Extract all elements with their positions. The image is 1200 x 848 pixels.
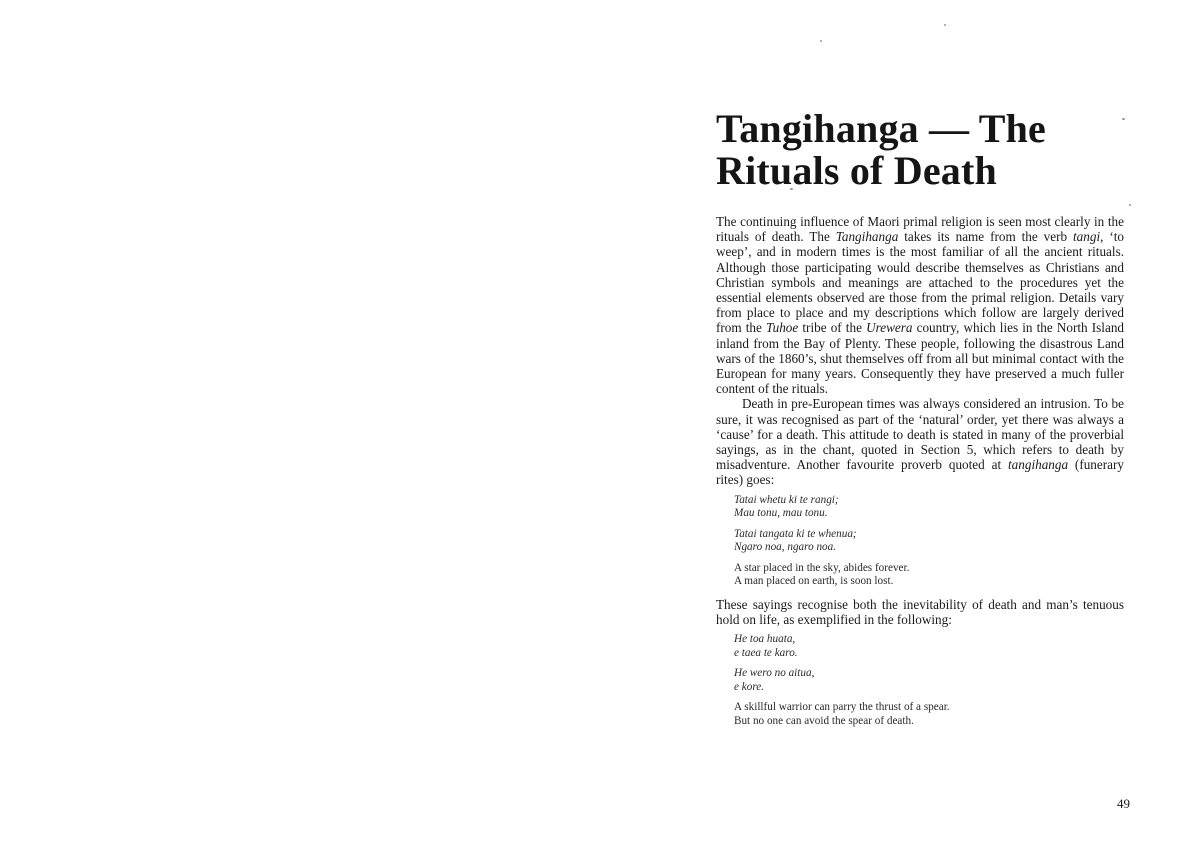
text-run: country, which lies in the North Island inland from the Bay of Plenty. These people, following the disastrous Land wars of the 1860’s, shut themselves off from all but minimal contact with the European for many years. Consequently they have preserved a much fuller content of the rituals. (716, 320, 1125, 397)
verse-line: Ngaro noa, ngaro noa. (734, 541, 837, 554)
page-title (716, 108, 1136, 192)
verse-line: A star placed in the sky, abides forever. (734, 561, 910, 574)
scan-speck (820, 40, 822, 42)
page-number: 49 (1117, 796, 1130, 811)
text-run: The continuing influence of Maori primal religion is seen most clearly in the rituals of death. The (716, 214, 1124, 245)
verse-line: Mau tonu, mau tonu. (734, 507, 828, 520)
english-translation-1 (734, 562, 1124, 589)
english-translation-2 (734, 701, 1124, 728)
text-run: (funerary rites) goes: (716, 457, 1124, 488)
maori-verse-4 (734, 667, 1124, 694)
maori-verse-3 (734, 633, 1124, 660)
maori-verse-1 (734, 494, 1124, 521)
verse-line: Tatai whetu ki te rangi; (734, 493, 839, 506)
paragraph-intro (716, 214, 1124, 396)
paragraph-sayings: These sayings recognise both the inevitability of death and man’s tenuous hold on life, as exemplified in the following: (716, 596, 1124, 627)
verse-line: A skillful warrior can parry the thrust of a spear. (734, 701, 950, 714)
verse-line: e taea te karo. (734, 646, 798, 659)
verse-line: He toa huata, (734, 633, 796, 646)
verse-line: Tatai tangata ki te whenua; (734, 527, 857, 540)
text-run: takes its name from the verb (898, 229, 1074, 245)
article-body (716, 214, 1124, 728)
term-urewera: Urewera (866, 320, 913, 336)
scan-speck (944, 24, 946, 26)
verse-line: A man placed on earth, is soon lost. (734, 575, 894, 588)
term-tangihanga: tangihanga (1008, 457, 1069, 473)
term-tangi: tangi (1073, 229, 1101, 245)
text-run: , ‘to weep’, and in modern times is the most familiar of all the ancient rituals. Although those participating would describe themselves as Christians and Christian symbols and meanings are attached to the procedures yet the essential elements observed are those from the primal religion. Details vary from place to place and my descriptions which follow are largely derived from the (716, 229, 1124, 336)
text-run: Death in pre-European times was always considered an intrusion. To be sure, it was recognised as part of the ‘natural’ order, yet there was always a ‘cause’ for a death. This attitude to death is stated in many of the proverbial sayings, as in the chant, quoted in Section 5, which refers to death by misadventure. Another favourite proverb quoted at (716, 396, 1124, 473)
verse-line: He wero no aitua, (734, 667, 815, 680)
title-line-1: Tangihanga — The (716, 106, 1047, 151)
paragraph-death-intrusion (716, 396, 1124, 487)
term-tuhoe: Tuhoe (766, 320, 799, 336)
term-tangihanga: Tangihanga (835, 229, 899, 245)
verse-line: e kore. (734, 680, 765, 693)
title-line-2: Rituals of Death (716, 148, 997, 193)
verse-line: But no one can avoid the spear of death. (734, 714, 914, 727)
scan-speck (1129, 204, 1131, 206)
maori-verse-2 (734, 528, 1124, 555)
text-run: tribe of the (798, 320, 867, 336)
